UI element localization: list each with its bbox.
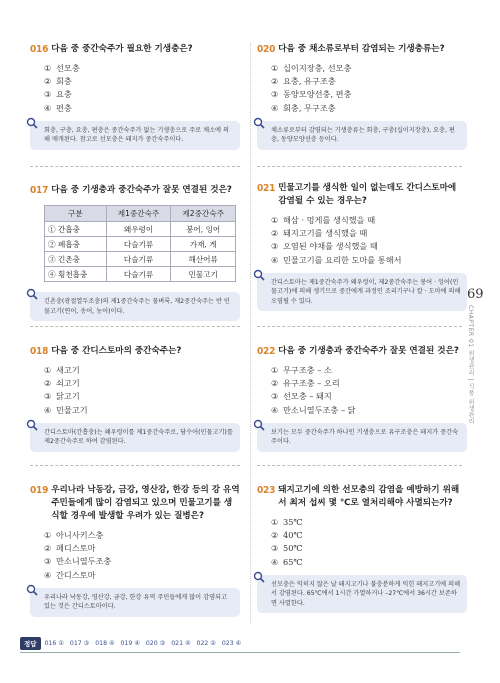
divider bbox=[30, 326, 240, 327]
question-016 bbox=[30, 43, 240, 150]
option: ① 아니사키스충 bbox=[44, 530, 104, 540]
option: ③ 요충 bbox=[44, 89, 72, 100]
question-number: 020 bbox=[257, 44, 276, 55]
question-018 bbox=[30, 345, 240, 452]
option: ② 페디스토마 bbox=[44, 543, 96, 554]
answer-item: 021 ④ bbox=[171, 639, 191, 647]
question-text: 다음 중 채소류로부터 감염되는 기생충류는? bbox=[278, 44, 445, 54]
question-023-header bbox=[257, 484, 467, 510]
divider bbox=[30, 465, 240, 466]
magnifier-icon bbox=[253, 117, 265, 129]
answer-key bbox=[20, 634, 460, 652]
question-019 bbox=[30, 484, 240, 617]
options-list bbox=[44, 364, 240, 417]
options-list bbox=[271, 62, 467, 115]
option: ③ 동양모양선충, 편충 bbox=[271, 89, 352, 100]
magnifier-icon bbox=[253, 571, 265, 583]
divider bbox=[257, 326, 462, 327]
question-021-header bbox=[257, 182, 467, 208]
explanation-box bbox=[257, 121, 467, 150]
option: ④ 편충 bbox=[44, 102, 72, 113]
question-022 bbox=[257, 345, 467, 452]
explanation-box bbox=[30, 588, 240, 617]
option: ③ 선모충 – 돼지 bbox=[271, 391, 332, 402]
option: ① 35℃ bbox=[271, 517, 303, 527]
table-row: ② 폐흡충 다슬기류 가재, 게 bbox=[45, 237, 236, 252]
explanation-box bbox=[30, 292, 240, 321]
divider bbox=[30, 166, 240, 167]
option: ④ 민물고기를 요리한 도마를 통해서 bbox=[271, 254, 402, 265]
option: ① 새고기 bbox=[44, 365, 80, 375]
option: ④ 만소니열두조충 – 닭 bbox=[271, 404, 356, 415]
magnifier-icon bbox=[26, 584, 38, 596]
explanation-box bbox=[30, 121, 240, 150]
table-row: ③ 긴촌충 다슬기류 해산어류 bbox=[45, 252, 236, 267]
option: ③ 닭고기 bbox=[44, 391, 80, 402]
answer-key-underline bbox=[20, 652, 460, 653]
answer-item: 019 ④ bbox=[120, 639, 140, 647]
question-016-header bbox=[30, 43, 240, 56]
option: ④ 민물고기 bbox=[44, 404, 88, 415]
page-number: 69 bbox=[467, 287, 484, 302]
question-text: 돼지고기에 의한 선모충의 감염을 예방하기 위해서 최저 섭씨 몇 ℃로 열처리해야 사멸되는가? bbox=[278, 485, 460, 508]
question-number: 017 bbox=[30, 185, 49, 196]
option: ③ 50℃ bbox=[271, 543, 303, 554]
explanation-text: 우리나라 낙동강, 영산강, 금강, 한강 유역 주민들에게 많이 감염되고 있는 것은 간디스토마이다. bbox=[44, 593, 228, 611]
explanation-text: 선모충은 익히지 않은 날 돼지고기나 불충분하게 익힌 돼지고기에 의해서 감염된다. 65℃에서 1시간 가열하거나 –27℃에서 36시간 보존하면 사멸한다. bbox=[271, 580, 461, 607]
explanation-text: 긴촌충(광절열두조충)의 제1중간숙주는 물벼룩, 제2중간숙주는 반 민물고기(연어, 송어, 농어)이다. bbox=[44, 298, 230, 315]
answer-item: 018 ④ bbox=[95, 639, 115, 647]
options-list bbox=[44, 62, 240, 115]
option: ① 십이지장충, 선모충 bbox=[271, 63, 352, 73]
option: ③ 만소니열두조충 bbox=[44, 556, 112, 567]
option: ④ 간디스토마 bbox=[44, 569, 96, 580]
question-number: 023 bbox=[257, 485, 276, 496]
table-header-row: 구분 제1중간숙주 제2중간숙주 bbox=[45, 206, 236, 222]
question-023 bbox=[257, 484, 467, 613]
question-020 bbox=[257, 43, 467, 150]
explanation-text: 간디스토마는 제1중간숙주가 왜우렁이, 제2중간숙주는 붕어 · 잉어(민물고기)에 의해 생기므로 중간에게 과정인 조리기구나 칼 · 도마에 의해 오염될 수 있다. bbox=[271, 278, 461, 305]
option: ① 선모충 bbox=[44, 63, 80, 73]
explanation-box bbox=[30, 423, 240, 452]
question-017 bbox=[30, 184, 240, 321]
option: ② 돼지고기를 생식했을 때 bbox=[271, 228, 368, 239]
explanation-box bbox=[257, 575, 467, 614]
answer-item: 016 ① bbox=[44, 639, 64, 647]
answer-key-items bbox=[45, 640, 242, 647]
question-018-header bbox=[30, 345, 240, 358]
column-divider bbox=[250, 43, 251, 623]
question-020-header bbox=[257, 43, 467, 56]
answer-key-label: 정답 bbox=[20, 637, 41, 650]
magnifier-icon bbox=[253, 269, 265, 281]
question-text: 다음 중 기생충과 중간숙주가 잘못 연결된 것은? bbox=[51, 185, 232, 195]
explanation-text: 회충, 구충, 요충, 편충은 중간숙주가 없는 기생충으로 주로 채소에 의해 매개된다. 참고로 선모충은 돼지가 중간숙주이다. bbox=[44, 126, 229, 144]
option: ② 40℃ bbox=[271, 530, 303, 541]
explanation-text: 보기는 모두 중간숙주가 하나인 기생충으로 유구조충은 돼지가 중간숙주이다. bbox=[271, 428, 459, 446]
question-text: 다음 중 간디스토마의 중간숙주는? bbox=[51, 346, 182, 356]
divider bbox=[257, 166, 462, 167]
options-list bbox=[44, 529, 240, 582]
explanation-text: 간디스토마(간흡충)는 왜우렁이를 제1중간숙주로, 담수어(민물고기)를 제2중간숙주로 하여 감염된다. bbox=[44, 428, 233, 446]
question-text: 우리나라 낙동강, 금강, 영산강, 한강 등의 강 유역 주민들에게 많이 감염되고 있으며 민물고기를 생식할 경우에 발생할 우려가 있는 질병은? bbox=[51, 485, 240, 521]
question-019-header bbox=[30, 484, 240, 523]
question-number: 022 bbox=[257, 346, 276, 357]
explanation-text: 채소류로부터 감염되는 기생충류는 회충, 구충(십이지장충), 요충, 편충, 동양모양선충 등이다. bbox=[271, 126, 455, 144]
answer-item: 023 ④ bbox=[221, 639, 242, 647]
question-number: 019 bbox=[30, 485, 49, 496]
question-text: 다음 중 기생충과 중간숙주가 잘못 연결된 것은? bbox=[278, 346, 459, 356]
option: ① 무구조충 – 소 bbox=[271, 365, 332, 375]
option: ④ 회충, 무구조충 bbox=[271, 102, 336, 113]
chapter-sidebar: CHAPTER 01 위생관리 | 식품 위생관리 bbox=[467, 305, 474, 425]
option: ③ 오염된 야채를 생식했을 때 bbox=[271, 241, 378, 252]
options-list bbox=[271, 364, 467, 417]
question-022-header bbox=[257, 345, 467, 358]
magnifier-icon bbox=[26, 117, 38, 129]
magnifier-icon bbox=[253, 419, 265, 431]
divider bbox=[257, 465, 462, 466]
magnifier-icon bbox=[26, 419, 38, 431]
table-row: ① 간흡충 왜우렁이 붕어, 잉어 bbox=[45, 222, 236, 237]
option: ② 회충 bbox=[44, 76, 72, 87]
question-number: 021 bbox=[257, 183, 276, 194]
question-number: 018 bbox=[30, 346, 49, 357]
answer-item: 017 ③ bbox=[69, 639, 90, 647]
host-table bbox=[44, 205, 236, 282]
table-row: ④ 횡천흡충 다슬기류 민물고기 bbox=[45, 267, 236, 282]
answer-item: 020 ③ bbox=[145, 639, 166, 647]
options-list bbox=[271, 516, 467, 569]
explanation-box bbox=[257, 273, 467, 312]
option: ① 해삼 · 멍게를 생식했을 때 bbox=[271, 215, 376, 225]
question-text: 민물고기를 생식한 일이 없는데도 간디스토마에 감염될 수 있는 경우는? bbox=[278, 183, 457, 206]
explanation-box bbox=[257, 423, 467, 452]
question-021 bbox=[257, 182, 467, 311]
option: ② 유구조충 – 오리 bbox=[271, 378, 340, 389]
magnifier-icon bbox=[26, 288, 38, 300]
question-number: 016 bbox=[30, 44, 49, 55]
option: ② 쇠고기 bbox=[44, 378, 80, 389]
options-list bbox=[271, 214, 467, 267]
option: ② 요충, 유구조충 bbox=[271, 76, 336, 87]
option: ④ 65℃ bbox=[271, 556, 303, 567]
question-017-header bbox=[30, 184, 240, 197]
answer-item: 022 ② bbox=[196, 639, 216, 647]
question-text: 다음 중 중간숙주가 필요한 기생충은? bbox=[51, 44, 193, 54]
